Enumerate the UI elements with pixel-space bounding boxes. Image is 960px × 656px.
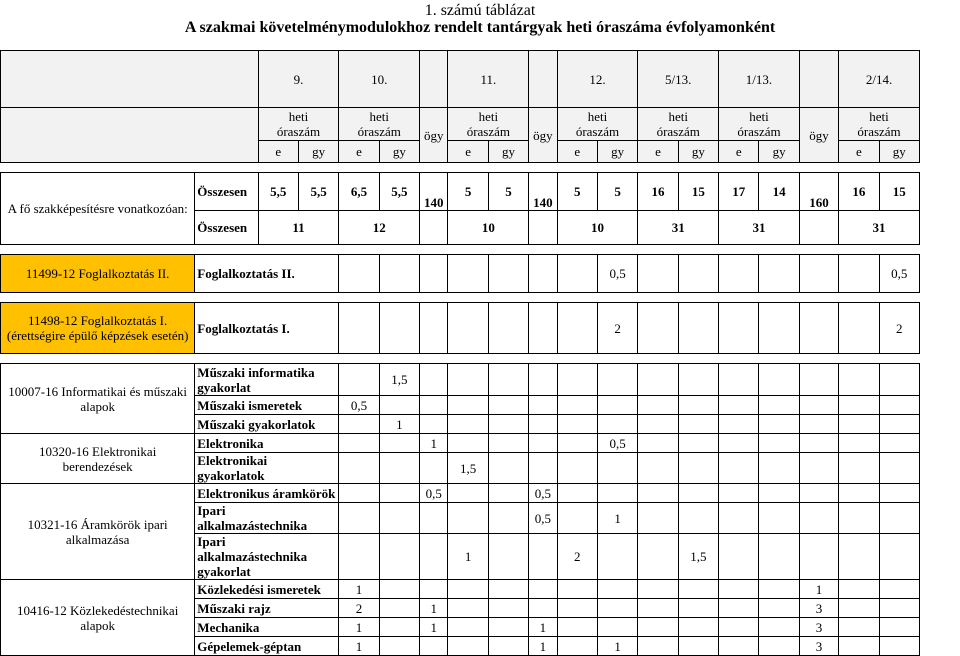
subject-row: Műszaki ismeretek 0,5 — [1, 396, 960, 415]
subject-row: Műszaki rajz 2 1 3 — [1, 599, 960, 618]
year-5-13: 5/13. — [638, 51, 719, 108]
table-main-title: A szakmai követelménymodulokhoz rendelt tantárgyak heti óraszáma évfolyamonként — [0, 19, 960, 37]
module-11498: 11498-12 Foglalkoztatás I. (érettségire épülő képzések esetén) — [1, 303, 195, 354]
subject-row: Elektronikai gyakorlatok 1,5 — [1, 453, 960, 484]
subject-row: Mechanika 1 1 1 3 — [1, 618, 960, 637]
e-gy-row: e gy e gy e gy e gy e gy e gy e gy — [1, 141, 960, 163]
module-row-11498: 11498-12 Foglalkoztatás I. (érettségire épülő képzések esetén) Foglalkoztatás I. 2 2 — [1, 303, 960, 354]
module-10416: 10416-12 Közlekedéstechnikai alapok — [1, 580, 195, 656]
ogy-header: ögy — [799, 108, 838, 163]
module-row-11499: 11499-12 Foglalkoztatás II. Foglalkoztatás II. 0,5 0,5 — [1, 255, 960, 293]
subject-row: Ipari alkalmazástechnika 0,5 1 — [1, 503, 960, 534]
subject-row: Műszaki gyakorlatok 1 — [1, 415, 960, 434]
subject-row: 10416-12 Közlekedéstechnikai alapok Közlekedési ismeretek 1 1 — [1, 580, 960, 599]
ogy-header: ögy — [529, 108, 557, 163]
osszesen-row-2: Összesen 11 12 10 10 31 31 31 — [1, 211, 960, 245]
year-header-row — [1, 51, 960, 108]
module-11499: 11499-12 Foglalkoztatás II. — [1, 255, 195, 293]
subject-row: 10320-16 Elektronikai berendezések Elektronika 1 0,5 — [1, 434, 960, 453]
subject-row: 10007-16 Informatikai és műszaki alapok Műszaki informatika gyakorlat 1,5 — [1, 364, 960, 396]
ogy-header: ögy — [420, 108, 448, 163]
year-2-14: 2/14. — [839, 51, 920, 108]
subject-row: 10321-16 Áramkörök ipari alkalmazása Elektronikus áramkörök 0,5 0,5 — [1, 484, 960, 503]
year-9: 9. — [258, 51, 339, 108]
module-10320: 10320-16 Elektronikai berendezések — [1, 434, 195, 484]
module-10321: 10321-16 Áramkörök ipari alkalmazása — [1, 484, 195, 580]
subject-row: Ipari alkalmazástechnika gyakorlat 1 2 1,5 — [1, 534, 960, 580]
year-1-13: 1/13. — [719, 51, 800, 108]
subject-row: Gépelemek-géptan 1 1 1 3 — [1, 637, 960, 656]
fo-szakkepesites-label: A fő szakképesítésre vonatkozóan: — [1, 173, 195, 245]
module-10007: 10007-16 Informatikai és műszaki alapok — [1, 364, 195, 434]
year-12: 12. — [557, 51, 638, 108]
table-number-title: 1. számú táblázat — [0, 2, 960, 20]
year-10: 10. — [339, 51, 420, 108]
hours-table — [0, 50, 960, 656]
heti-oraszam-row: heti óraszám heti óraszám ögy heti óraszám ögy heti óraszám heti óraszám heti óraszám ögy heti óraszám — [1, 108, 960, 141]
year-11: 11. — [448, 51, 529, 108]
osszesen-row-1: A fő szakképesítésre vonatkozóan: Összesen 5,5 5,5 6,5 5,5 140 5 5 140 5 5 16 15 17 14 160 16 15 — [1, 173, 960, 211]
